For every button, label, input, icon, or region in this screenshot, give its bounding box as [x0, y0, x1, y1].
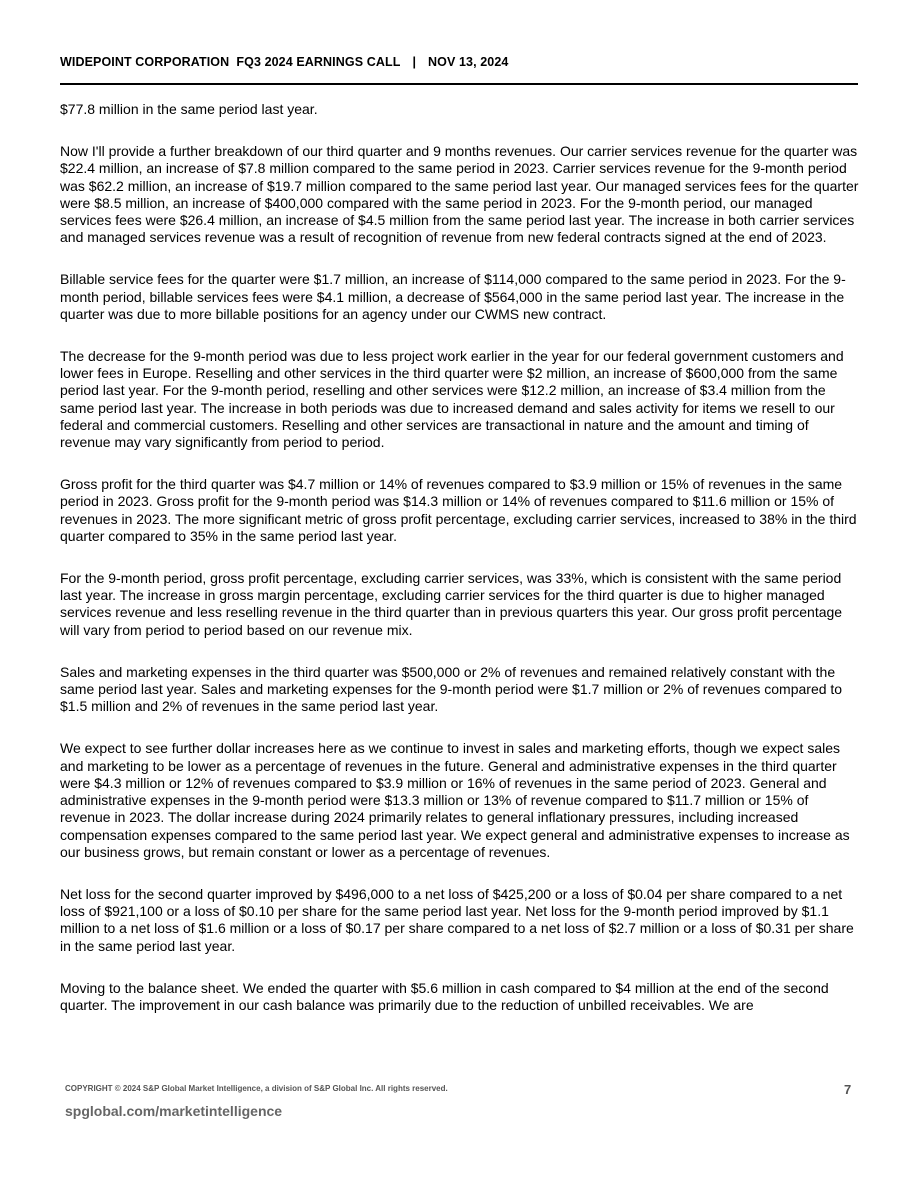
paragraph: Net loss for the second quarter improved by $496,000 to a net loss of $425,200 or a loss of $0.04 per share compared to a net loss of $921,100 or a loss of $0.10 per share for the same period last year. Net loss for the 9-month period improved by $1.1 million to a net loss of $1.6 million or a loss of $0.17 per share compared to a net loss of $2.7 million or a loss of $0.31 per share in the same period last year. [60, 885, 854, 954]
paragraph: The decrease for the 9-month period was due to less project work earlier in the year for our federal government customers and lower fees in Europe. Reselling and other services in the third quarter were $2 million, an increase of $600,000 from the same period last year. For the 9-month period, reselling and other services were $12.2 million, an increase of $3.4 million from the same period last year. The increase in both periods was due to increased demand and sales activity for items we resell to our federal and commercial customers. Reselling and other services are transactional in nature and the amount and timing of revenue may vary significantly from period to period. [60, 348, 844, 451]
header-separator: | [412, 55, 417, 69]
footer-website-link[interactable]: spglobal.com/marketintelligence [65, 1103, 283, 1119]
transcript-body [60, 101, 860, 1039]
header-event: FQ3 2024 EARNINGS CALL [236, 55, 401, 69]
header-date: NOV 13, 2024 [428, 55, 509, 69]
page-number: 7 [844, 1082, 852, 1097]
paragraph: Sales and marketing expenses in the third quarter was $500,000 or 2% of revenues and remained relatively constant with the same period last year. Sales and marketing expenses for the 9-month period were $1.7 million or 2% of revenues compared to $1.5 million and 2% of revenues in the same period last year. [60, 663, 843, 715]
page-header [60, 55, 858, 69]
header-company: WIDEPOINT CORPORATION [60, 55, 230, 69]
paragraph: For the 9-month period, gross profit percentage, excluding carrier services, was 33%, which is consistent with the same period last year. The increase in gross margin percentage, excluding carrier services for the third quarter is due to higher managed services revenue and less reselling revenue in the third quarter than in previous quarters this year. Our gross profit percentage will vary from period to period based on our revenue mix. [60, 570, 843, 638]
footer-copyright: COPYRIGHT © 2024 S&P Global Market Intelligence, a division of S&P Global Inc. All rights reserved. [65, 1084, 448, 1093]
header-divider [60, 83, 858, 85]
paragraph: Now I'll provide a further breakdown of our third quarter and 9 months revenues. Our carrier services revenue for the quarter was $22.4 million, an increase of $7.8 million compared to the same period in 2023. Carrier services revenue for the 9-month period was $62.2 million, an increase of $19.7 million compared to the same period last year. Our managed services fees for the quarter were $8.5 million, an increase of $400,000 compared with the same period in 2023. For the 9-month period, our managed services fees were $26.4 million, an increase of $4.5 million from the same period last year. The increase in both carrier services and managed services revenue was a result of recognition of revenue from new federal contracts signed at the end of 2023. [60, 143, 859, 246]
paragraph: $77.8 million in the same period last year. [60, 101, 318, 117]
paragraph: Billable service fees for the quarter were $1.7 million, an increase of $114,000 compared to the same period in 2023. For the 9-month period, billable services fees were $4.1 million, a decrease of $564,000 in the same period last year. The increase in the quarter was due to more billable positions for an agency under our CWMS new contract. [60, 271, 846, 322]
paragraph: Gross profit for the third quarter was $4.7 million or 14% of revenues compared to $3.9 million or 15% of revenues in the same period in 2023. Gross profit for the 9-month period was $14.3 million or 14% of revenues compared to $11.6 million or 15% of revenues in 2023. The more significant metric of gross profit percentage, excluding carrier services, increased to 38% in the third quarter compared to 35% in the same period last year. [60, 476, 857, 544]
paragraph: Moving to the balance sheet. We ended the quarter with $5.6 million in cash compared to $4 million at the end of the second quarter. The improvement in our cash balance was primarily due to the reduction of unbilled receivables. We are [60, 979, 829, 1013]
paragraph: We expect to see further dollar increases here as we continue to invest in sales and marketing efforts, though we expect sales and marketing to be lower as a percentage of revenues in the future. General and administrative expenses in the third quarter were $4.3 million or 12% of revenues compared to $3.9 million or 16% of revenues in the same period of 2023. General and administrative expenses in the 9-month period were $13.3 million or 13% of revenue compared to $11.7 million or 15% of revenue in 2023. The dollar increase during 2024 primarily relates to general inflationary pressures, including increased compensation expenses compared to the same period last year. We expect general and administrative expenses to increase as our business grows, but remain constant or lower as a percentage of revenues. [60, 740, 850, 860]
